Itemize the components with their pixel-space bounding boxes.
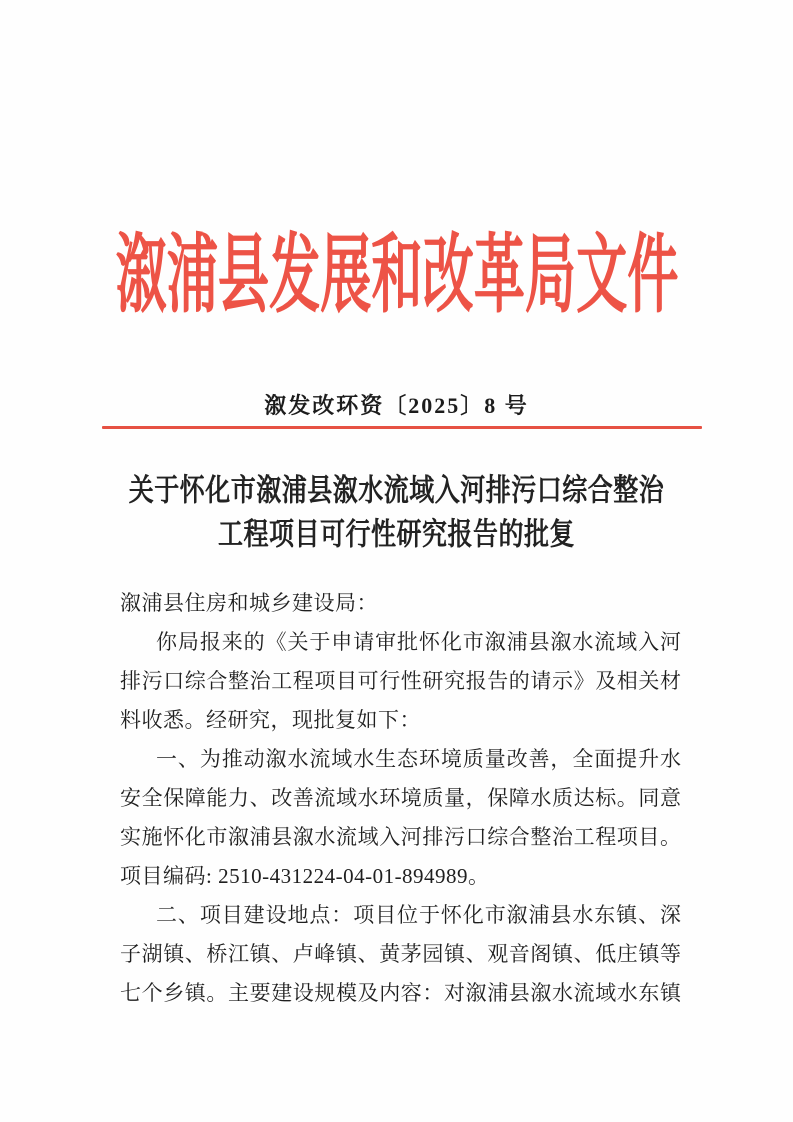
document-title-line1: 关于怀化市溆浦县溆水流域入河排污口综合整治 bbox=[128, 474, 665, 508]
body-line: 实施怀化市溆浦县溆水流域入河排污口综合整治工程项目。 bbox=[120, 825, 681, 849]
document-title-line2: 工程项目可行性研究报告的批复 bbox=[217, 518, 575, 552]
body-line: 料收悉。经研究，现批复如下： bbox=[120, 708, 421, 732]
agency-header bbox=[0, 228, 793, 322]
body-line: 排污口综合整治工程项目可行性研究报告的请示》及相关材 bbox=[120, 669, 681, 693]
agency-header-text: 溆浦县发展和改革局文件 bbox=[115, 227, 678, 323]
doc-number: 溆发改环资〔2025〕8 号 bbox=[264, 393, 529, 418]
body-line-recipient: 溆浦县住房和城乡建设局： bbox=[120, 591, 378, 615]
body-line: 七个乡镇。主要建设规模及内容：对溆浦县溆水流域水东镇 bbox=[120, 981, 681, 1005]
body-line-item-2: 二、项目建设地点：项目位于怀化市溆浦县水东镇、深 bbox=[156, 903, 681, 927]
body-line-project-code: 项目编码: 2510-431224-04-01-894989。 bbox=[120, 864, 490, 888]
red-separator-line bbox=[102, 426, 702, 429]
body-line: 安全保障能力、改善流域水环境质量，保障水质达标。同意 bbox=[120, 786, 681, 810]
body-line-item-1: 一、为推动溆水流域水生态环境质量改善，全面提升水 bbox=[156, 747, 681, 771]
document-title bbox=[0, 470, 793, 558]
document-body bbox=[120, 584, 681, 1013]
body-line: 你局报来的《关于申请审批怀化市溆浦县溆水流域入河 bbox=[156, 630, 681, 654]
body-line: 子湖镇、桥江镇、卢峰镇、黄茅园镇、观音阁镇、低庄镇等 bbox=[120, 942, 681, 966]
